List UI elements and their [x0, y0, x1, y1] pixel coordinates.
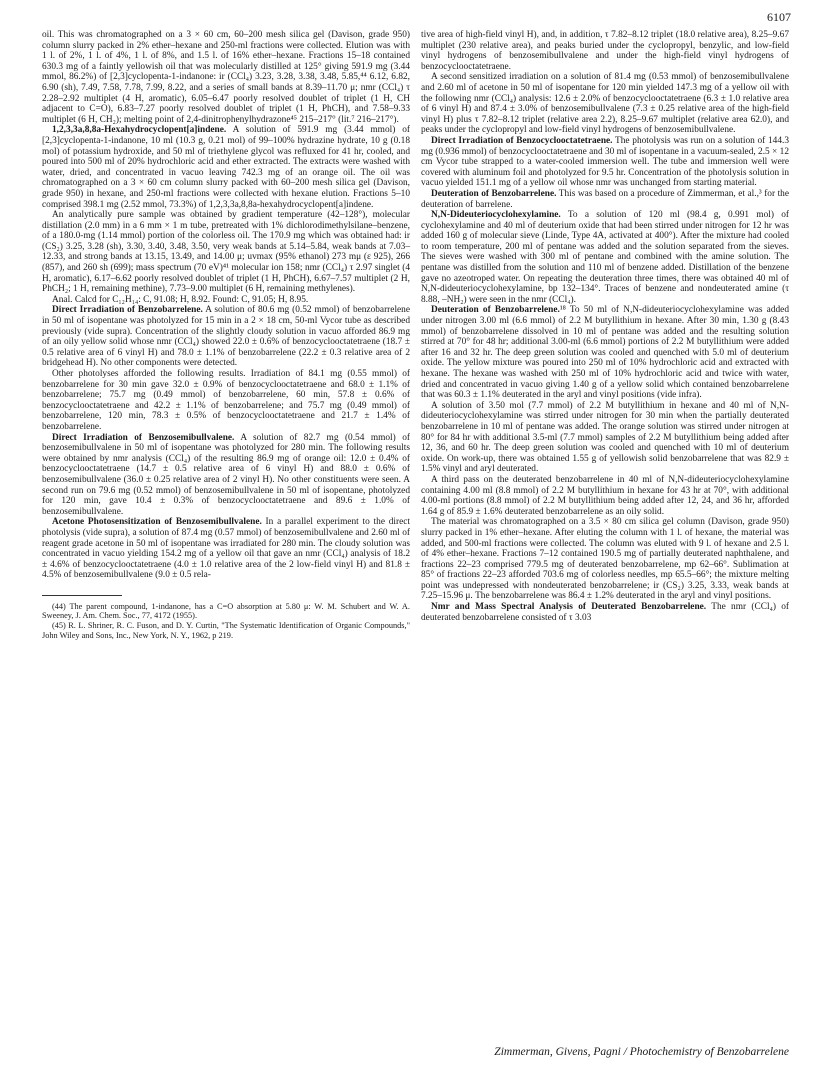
- footnote: (44) The parent compound, 1-indanone, has a C=O absorption at 5.80 μ: W. M. Schubert and W. A. Sweeney, J. Am. Chem. Soc., 77, 4172 (1955).: [42, 601, 410, 621]
- paragraph: [421, 305, 789, 400]
- paragraph: [421, 210, 789, 305]
- running-footer: Zimmerman, Givens, Pagni / Photochemistry of Benzobarrelene: [494, 1046, 789, 1058]
- paragraph: [42, 369, 410, 433]
- paragraph-text: A third pass on the deuterated benzobarrelene in 40 ml of N,N-dideuteriocyclohexylamine containing 4.00 ml (8.8 mmol) of 2.2 M butyllithium in hexane for 43 hr at 70°, with additional 4.00-ml portions (8.8 mmol) of 2.2 M butyllithium being added after 12, 24, and 36 hr, afforded 1.64 g of 85.9 ± 1.6% deuterated benzobarrelene as an oily solid.: [421, 474, 789, 517]
- paragraph-text: This was based on a procedure of Zimmerman, et al.,³ for the deuteration of barrelene.: [421, 188, 789, 210]
- paragraph-heading: 1,2,3,3a,8,8a-Hexahydrocyclopent[a]indene.: [52, 125, 227, 136]
- paragraph-text: To a solution of 120 ml (98.4 g, 0.991 mol) of cyclohexylamine and 40 ml of deuterium oxide that had been stirred under nitrogen for 12 hr was added 160 g of molecular sieve (Linde, Type 4A, activated at 400°). After the mixture had cooled to room temperature, 200 ml of pentane was added and the solution separated from the sieves. The sieves were washed with 300 ml of pentane and combined with the amine solution. The pentane was distilled from the solution and 110 ml of benzene added. Distillation of the benzene gave no azeotroped water. On repeating the deuteration three times, there was obtained 40 ml of N,N-dideuteriocyclohexylamine, bp 132–134°. Traces of benzene and nondeuterated amine (τ 8.88, –NH₂) were seen in the nmr (CCl₄).: [421, 210, 789, 305]
- paragraph-heading: Deuteration of Benzobarrelene.: [431, 188, 557, 199]
- left-column: [42, 30, 410, 640]
- paragraph-text: A second sensitized irradiation on a solution of 81.4 mg (0.53 mmol) of benzosemibullvalene and 2.60 ml of acetone in 50 ml of isopentane for 120 min yielded 147.3 mg of a yellow oil with the following nmr (CCl₄) analysis: 12.6 ± 2.0% of benzocyclooctatetraene (6.3 ± 1.0 relative area of 6 vinyl H) and 87.4 ± 3.0% of benzosemibullvalene (7.3 ± 0.25 relative area of the high-field vinyl H) plus τ 7.82–8.12 triplet (relative area 2.2), 8.25–9.67 multiplet (relative area 62.0), and peaks under the cyclopropyl and low-field vinyl hydrogens of benzosemibullvalene.: [421, 72, 789, 136]
- left-paragraphs: [42, 30, 410, 581]
- paragraph-text: oil. This was chromatographed on a 3 × 60 cm, 60–200 mesh silica gel (Davison, grade 950) column slurry packed in 2% ether–hexane and 250-ml fractions were collected. Elution was with 1 l. of 2%, 1 l. of 4%, 1 l. of 8%, and 1.5 l. of 16% ether–hexane. Fractions 15–18 contained 630.3 mg of a faintly yellowish oil that was molecularly distilled at 125° giving 591.9 mg (3.44 mmol, 86.2%) of [2,3]cyclopenta-1-indanone: ir (CCl₄) 3.23, 3.28, 3.38, 3.48, 5.85,⁴⁴ 6.12, 6.82, 6.90 (sh), 7.49, 7.58, 7.78, 7.99, 8.22, and a series of small bands at 8.39–11.70 μ; nmr (CCl₄) τ 2.28–2.92 multiplet (4 H, aromatic), 6.05–6.47 poorly resolved doublet of triplet (1 H, CH adjacent to C=O), 6.83–7.27 poorly resolved doublet of triplet (1 H, PhCH), and 7.58–9.33 multiplet (6 H, CH₂); melting point of 2,4-dinitrophenylhydrazone⁴⁵ 215–217° (lit.⁷ 216–217°).: [42, 30, 410, 125]
- paragraph-heading: Acetone Photosensitization of Benzosemibullvalene.: [52, 517, 262, 528]
- paragraph-text: An analytically pure sample was obtained by gradient temperature (42–128°), molecular distillation (2.0 mm) in a 6 mm × 1 m tube, pretreated with 1% dichlorodimethylsilane–benzene, of a 180.0-mg (1.14 mmol) portion of the colorless oil. The 170.9 mg which was obtained had: ir (CS₂) 3.25, 3.28 (sh), 3.30, 3.40, 3.48, 3.50, very weak bands at 5.14–5.84, weak bands at 7.03–12.33, and strong bands at 13.15, 13.49, and 14.00 μ; uvmax (95% ethanol) 273 mμ (ε 925), 266 (857), and 260 sh (699); mass spectrum (70 eV)⁴¹ molecular ion 158; nmr (CCl₄) τ 2.97 singlet (4 H, aromatic), 6.17–6.62 poorly resolved doublet of triplet (1 H, PhCH), 6.67–7.57 multiplet (2 H, PhCH₂; 1 H, remaining methine), 7.73–9.00 multiplet (6 H, remaining methylenes).: [42, 210, 410, 295]
- paragraph: [42, 125, 410, 210]
- paragraph-text: A solution of 80.6 mg (0.52 mmol) of benzobarrelene in 50 ml of isopentane was photolyzed for 15 min in a 2 × 18 cm, 50-ml Vycor tube as described previously (vide supra). Concentration of the slightly cloudy solution in vacuo afforded 86.9 mg of an oily yellow solid whose nmr (CCl₄) showed 22.0 ± 0.6% of benzocyclooctatetraene (18.7 ± 0.5 relative area of 6 vinyl H) and 78.0 ± 1.1% of benzobarrelene (22.2 ± 0.3 relative area of 2 bridgehead H). No other components were detected.: [42, 305, 411, 369]
- paragraph: [421, 72, 789, 136]
- paragraph-text: tive area of high-field vinyl H), and, in addition, τ 7.82–8.12 triplet (18.0 relative area), 8.25–9.67 multiplet (230 relative area), and peaks buried under the cyclopropyl, benzylic, and low-field vinyl hydrogens of benzosemibullvalene and under the high-field vinyl hydrogens of benzocyclooctatetraene.: [421, 30, 789, 72]
- right-paragraphs: [421, 30, 789, 623]
- page-number: 6107: [767, 10, 791, 24]
- footnotes: [42, 602, 410, 640]
- paragraph: [42, 295, 410, 306]
- paragraph-text: ¹⁸ To 50 ml of N,N-dideuteriocyclohexylamine was added under nitrogen 3.00 ml (6.6 mmol) of 2.2 M butyllithium in hexane. After 30 min, 1.30 g (8.43 mmol) of benzobarrelene dissolved in 10 ml of pentane was added and the resulting solution stirred at 70° for 48 hr; additional 3.00-ml (6.6 mmol) portions of 2.2 M butyllithium were added after 16 and 32 hr. The deep green solution was cooled and quenched with 5.0 ml of deuterium oxide. The yellow mixture was poured into 250 ml of 10% hydrochloric acid and extracted with hexane. The hexane was washed with 250 ml of 10% hydrochloric acid and twice with water, dried and concentrated in vacuo giving 1.40 g of a yellow solid which contained benzobarrelene that was 60.3 ± 1.1% deuterated in the aryl and vinyl positions (vide infra).: [421, 305, 789, 401]
- paragraph-heading: Direct Irradiation of Benzosemibullvalene.: [52, 432, 235, 443]
- paragraph-text: A solution of 3.50 mol (7.7 mmol) of 2.2 M butyllithium in hexane and 40 ml of N,N-dideuteriocyclohexylamine was stirred under nitrogen for 30 min when the partially deuterated benzobarrelene in 10 ml of pentane was added. The orange solution was stirred under nitrogen at 80° for 84 hr with additional 3.5-ml (7.7 mmol) samples of 2.2 M butyllithium being added after 12, 36, and 60 hr. The deep green solution was cooled and quenched with 10 ml of deuterium oxide. On work-up, there was obtained 1.55 g of yellowish solid benzobarrelene that was 82.9 ± 1.5% vinyl and aryl deuterated.: [421, 400, 789, 475]
- paragraph: [421, 602, 789, 623]
- paragraph: [421, 475, 789, 517]
- footnote-rule: [42, 595, 122, 596]
- paragraph: [42, 433, 410, 518]
- right-column: [421, 30, 789, 623]
- footnote: (45) R. L. Shriner, R. C. Fuson, and D. Y. Curtin, "The Systematic Identification of Organic Compounds," John Wiley and Sons, Inc., New York, N. Y., 1962, p 219.: [42, 621, 410, 640]
- paragraph-heading: N,N-Dideuteriocyclohexylamine.: [431, 210, 561, 221]
- paragraph-text: The photolysis was run on a solution of 144.3 mg (0.936 mmol) of benzocyclooctatetraene and 30 ml of isopentane in a vacuum-sealed, 2.5 × 12 cm Vycor tube strapped to a water-cooled immersion well. The tube and immersion well were covered with aluminum foil and photolyzed for 9.5 hr. Concentration of the photolysis solution in vacuo yielded 151.1 mg of a yellow oil whose nmr was unchanged from starting material.: [421, 135, 790, 189]
- paragraph-text: A solution of 82.7 mg (0.54 mmol) of benzosemibullvalene in 50 ml of isopentane was photolyzed for 280 min. The following results were obtained by nmr analysis (CCl₄) of the resulting 86.9 mg of orange oil: 12.0 ± 0.4% of benzocyclooctatetraene (14.7 ± 0.5 relative area of 6 vinyl H) and 88.0 ± 0.6% of benzosemibullvalene (36.0 ± 0.25 relative area of 2 vinyl H). No other constituents were seen. A second run on 79.6 mg (0.52 mmol) of benzosemibullvalene in 50 ml of isopentane, photolyzed for 120 min, gave 10.4 ± 0.3% of benzocyclooctatetraene and 89.6 ± 1.0% of benzosemibullvalene.: [42, 432, 410, 517]
- paragraph: [42, 30, 410, 125]
- paragraph-heading: Deuteration of Benzobarrelene.: [431, 305, 560, 316]
- paragraph-heading: Direct Irradiation of Benzocyclooctatetraene.: [431, 135, 613, 146]
- paragraph: [421, 517, 789, 602]
- paragraph: [42, 305, 410, 369]
- paragraph-text: The nmr (CCl₄) of deuterated benzobarrelene consisted of τ 3.03: [421, 602, 790, 623]
- paragraph: [421, 189, 789, 210]
- paragraph-text: A solution of 591.9 mg (3.44 mmol) of [2,3]cyclopenta-1-indanone, 10 ml (10.3 g, 0.21 mol) of 99–100% hydrazine hydrate, 10 g (0.18 mol) of potassium hydroxide, and 50 ml of triethylene glycol was refluxed for 41 hr, cooled, and poured into 500 ml of 20% hydrochloric acid and ether extracted. The extracts were washed with water, dried, and concentrated in vacuo leaving 742.3 mg of an orange oil. The oil was chromatographed on a 3 × 60 cm column slurry packed with 60–200 mesh silica gel (Davison, grade 950) in hexane, and 250-ml fractions were collected with hexane elution. Fractions 5–10 comprised 398.1 mg (2.52 mmol, 73.3%) of 1,2,3,3a,8,8a-hexahydrocyclopent[a]indene.: [42, 125, 410, 210]
- paragraph-heading: Nmr and Mass Spectral Analysis of Deuterated Benzobarrelene.: [431, 602, 707, 613]
- paragraph-text: Other photolyses afforded the following results. Irradiation of 84.1 mg (0.55 mmol) of benzobarrelene for 30 min gave 32.0 ± 0.9% of benzocyclooctatetraene and 68.0 ± 1.1% of benzobarrelene; 75.7 mg (0.49 mmol) of benzobarrelene, 60 min, 57.8 ± 0.6% of benzocyclooctatetraene and 42.2 ± 1.1% of benzobarrelene; and 75.7 mg (0.49 mmol) of benzobarrelene, 120 min, 78.3 ± 0.5% of benzocyclooctatetraene and 21.7 ± 1.4% of benzobarrelene.: [42, 369, 410, 432]
- paragraph: [421, 401, 789, 475]
- paragraph-heading: Direct Irradiation of Benzobarrelene.: [52, 305, 203, 316]
- paragraph: [42, 210, 410, 295]
- paragraph: [421, 136, 789, 189]
- paragraph-text: The material was chromatographed on a 3.5 × 80 cm silica gel column (Davison, grade 950) slurry packed in 1% ether–hexane. After eluting the column with 1 l. of hexane, the material was added, and 500-ml fractions were collected. The column was eluted with 9 l. of hexane and 2.5 l. of 4% ether–hexane. Fractions 7–12 contained 190.5 mg of partially deuterated naphthalene, and fractions 22–23 comprised 779.5 mg of deuterated benzobarrelene, mp 62–66°. Sublimation at 85° of fractions 22–23 afforded 703.6 mg of colorless needles, mp 65.5–66°; the mixture melting point was undepressed with nondeuterated benzobarrelene; ir (CS₂) 3.25, 3.33, weak bands at 7.25–15.96 μ. The benzobarrelene was 86.4 ± 1.2% deuterated in the aryl and vinyl positions.: [421, 517, 789, 602]
- paragraph-text: In a parallel experiment to the direct photolysis (vide supra), a solution of 87.4 mg (0.57 mmol) of benzosemibullvalene and 2.60 ml of reagent grade acetone in 50 ml of isopentane was irradiated for 280 min. The cloudy solution was concentrated in vacuo yielding 154.2 mg of a yellow oil that gave an nmr (CCl₄) analysis of 18.2 ± 4.6% of benzocyclooctatetraene (4.0 ± 1.0 relative area of the 2 low-field vinyl H) and 81.8 ± 4.5% of benzosemibullvalene (9.0 ± 0.5 rela-: [42, 517, 410, 581]
- paragraph: [421, 30, 789, 72]
- paragraph: [42, 517, 410, 581]
- paragraph-text: Anal. Calcd for C₁₂H₁₄: C, 91.08; H, 8.92. Found: C, 91.05; H, 8.95.: [52, 294, 309, 305]
